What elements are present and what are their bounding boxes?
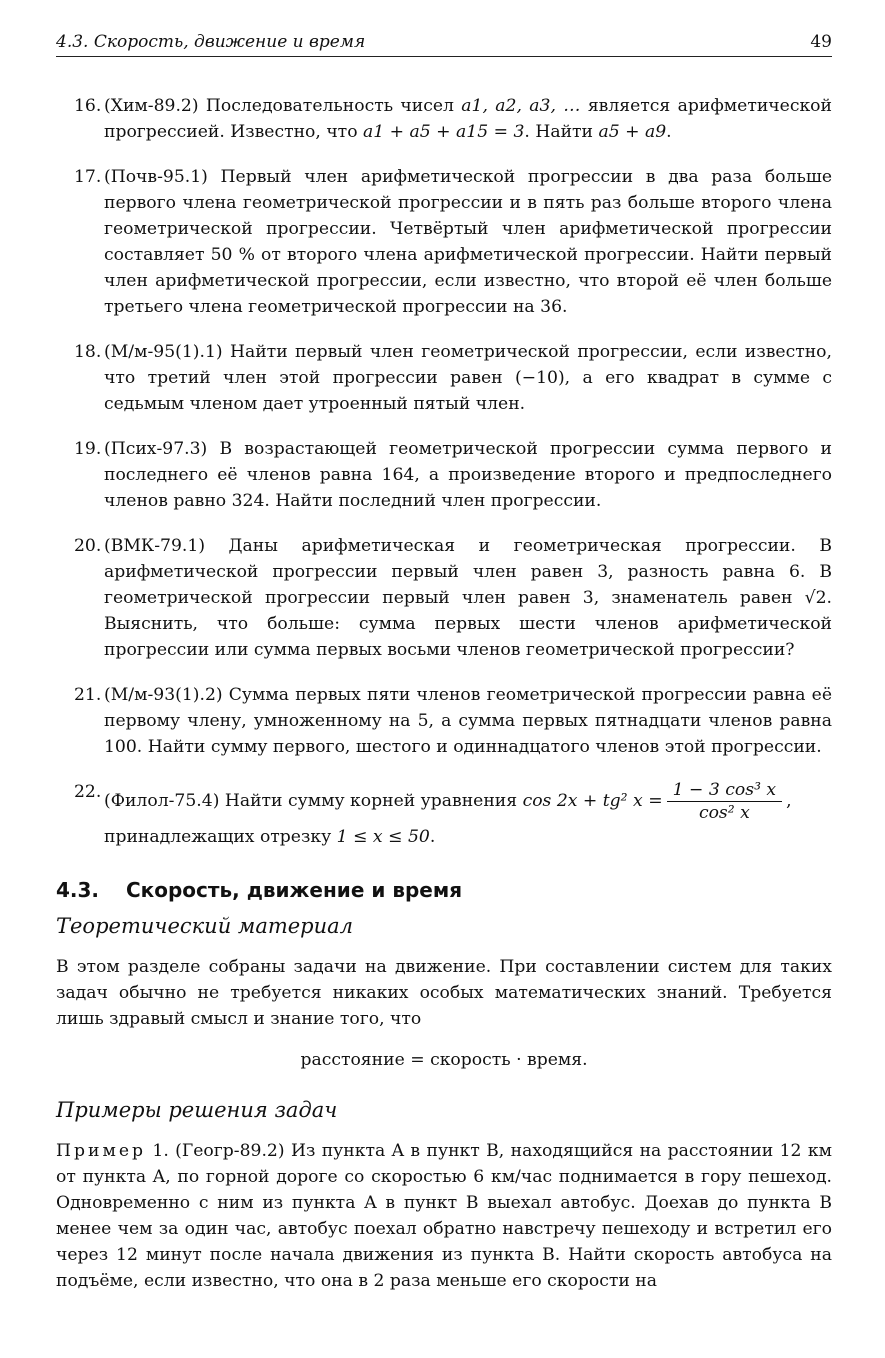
section-number: 4.3. (56, 878, 100, 902)
example-text: 1. (Геогр-89.2) Из пункта A в пункт B, находящийся на расстоянии 12 км от пункта A, по горной дороге со скоростью 6 км/час поднимается в гору пешеход. Одновременно с ним из пункта A в пункт B выехал автобус. Доехав до пункта B менее чем за один час, автобус поехал обратно навстречу пешеходу и встретил его через 12 минут после начала движения из пункта B. Найти скорость автобуса на подъёме, если известно, что она в 2 раза меньше его скорости на (56, 1141, 832, 1291)
problem-list (56, 93, 832, 850)
problem-text: (М/м-93(1).2) Сумма первых пяти членов геометрической прогрессии равна её первому члену, умноженному на 5, а сумма первых пятнадцати членов равна 100. Найти сумму первого, шестого и одиннадцатого членов этой прогрессии. (104, 685, 832, 757)
problem-text: , (786, 791, 792, 811)
math-target: a5 + a9 (598, 122, 667, 142)
problem-18 (56, 339, 832, 417)
section-heading (56, 878, 832, 902)
math-interval: 1 ≤ x ≤ 50 (336, 827, 430, 847)
problem-text: (Псих-97.3) В возрастающей геометрической прогрессии сумма первого и последнего её членов равна 164, а произведение второго и предпоследнего членов равно 324. Найти последний член прогрессии. (104, 439, 832, 511)
header-title: 4.3. Скорость, движение и время (56, 32, 366, 52)
problem-22 (56, 779, 832, 850)
examples-heading: Примеры решения задач (56, 1098, 338, 1122)
problem-20 (56, 533, 832, 663)
math-sequence: a1, a2, a3, … (461, 96, 581, 116)
problem-text: (М/м-95(1).1) Найти первый член геометрической прогрессии, если известно, что третий член этой прогрессии равен (−10), а его квадрат в сумме с седьмым членом дает утроенный пятый член. (104, 342, 832, 414)
problem-number: 18. (74, 342, 102, 362)
fraction-denominator: cos² x (698, 803, 750, 823)
example-1 (56, 1138, 832, 1294)
page-number: 49 (810, 32, 832, 52)
problem-number: 19. (74, 439, 102, 459)
fraction-numerator: 1 − 3 cos³ x (667, 779, 783, 802)
problem-text: принадлежащих отрезку (104, 827, 337, 847)
math-equation-left: cos 2x + tg² x = (522, 791, 663, 811)
section-title: Скорость, движение и время (126, 878, 463, 902)
problem-number: 21. (74, 685, 102, 705)
problem-19 (56, 436, 832, 514)
problem-text: . (666, 122, 672, 142)
problem-text: (Хим-89.2) Последовательность чисел (104, 96, 462, 116)
problem-number: 20. (74, 536, 102, 556)
problem-text: (ВМК-79.1) Даны арифметическая и геометрическая прогрессии. В арифметической прогрессии первый член равен 3, разность равна 6. В геометрической прогрессии первый член равен 3, знаменатель равен √2. Выяснить, что больше: сумма первых шести членов арифметической прогрессии или сумма первых восьми членов геометрической прогрессии? (104, 536, 832, 660)
fraction (667, 779, 783, 824)
problem-text: является арифметической прогрессией. Известно, что (104, 96, 832, 142)
problem-17 (56, 164, 832, 320)
page (56, 32, 832, 1294)
example-label: Пример (56, 1141, 146, 1161)
running-header (56, 32, 832, 57)
problem-text: (Филол-75.4) Найти сумму корней уравнения (104, 791, 523, 811)
problem-number: 16. (74, 96, 102, 116)
problem-text: . Найти (524, 122, 599, 142)
problem-text: (Почв-95.1) Первый член арифметической прогрессии в два раза больше первого члена геометрической прогрессии и в пять раз больше второго члена геометрической прогрессии. Четвёртый член арифметической прогрессии составляет 50 % от второго члена арифметической прогрессии. Найти первый член арифметической прогрессии, если известно, что второй её член больше третьего члена геометрической прогрессии на 36. (104, 167, 832, 317)
problem-16 (56, 93, 832, 145)
problem-number: 17. (74, 167, 102, 187)
math-condition: a1 + a5 + a15 = 3 (363, 122, 525, 142)
problem-21 (56, 682, 832, 760)
theory-formula: расстояние = скорость · время. (300, 1050, 588, 1070)
theory-heading: Теоретический материал (56, 914, 354, 938)
problem-number: 22. (74, 782, 102, 802)
problem-text: . (429, 827, 436, 847)
theory-paragraph: В этом разделе собраны задачи на движение. При составлении систем для таких задач обычно не требуется никаких особых математических знаний. Требуется лишь здравый смысл и знание того, что (56, 957, 832, 1029)
